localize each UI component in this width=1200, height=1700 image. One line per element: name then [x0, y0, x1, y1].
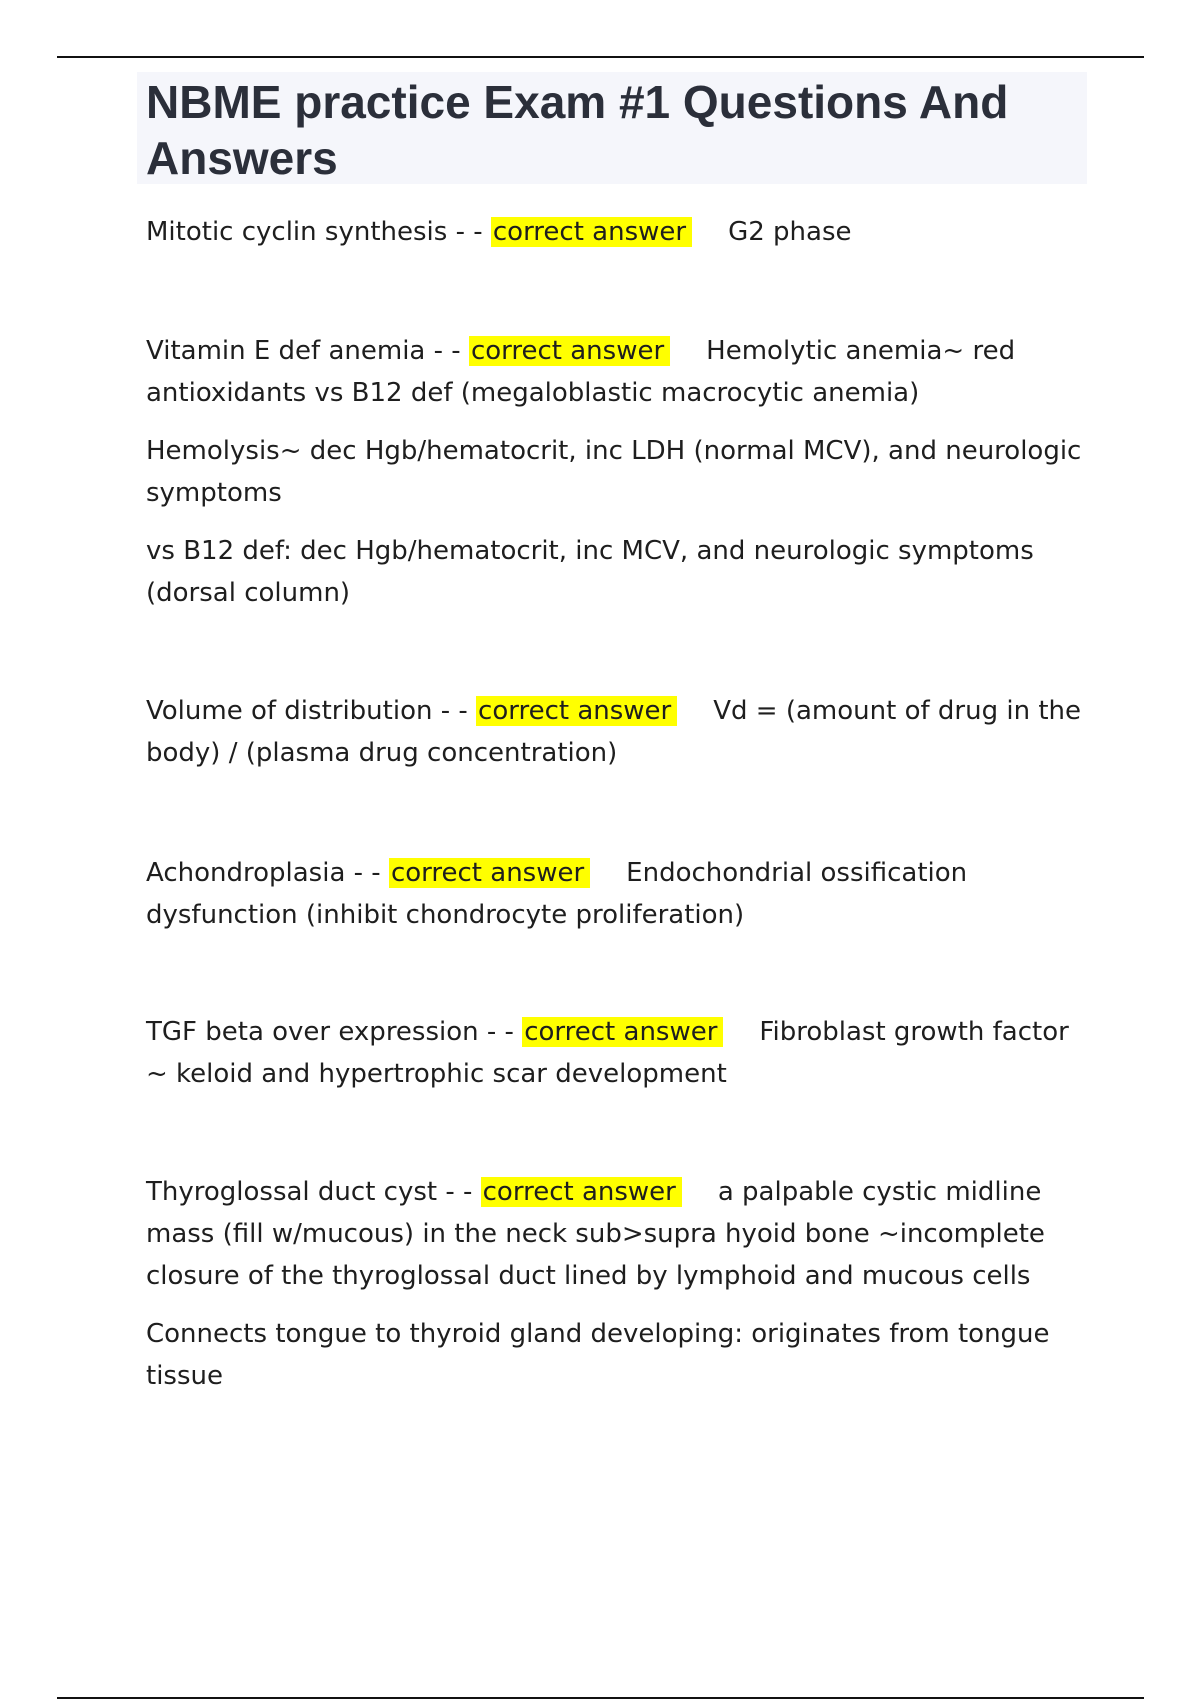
qa-paragraph: [146, 1171, 1091, 1297]
question-text: Volume of distribution: [146, 696, 433, 726]
correct-answer-highlight: correct answer: [389, 858, 590, 888]
page-title: NBME practice Exam #1 Questions And Answers: [146, 76, 1009, 184]
correct-answer-highlight: correct answer: [481, 1177, 682, 1207]
qa-paragraph: [146, 211, 1091, 253]
separator: - -: [433, 336, 461, 366]
qa-entry-mitotic-cyclin: [146, 211, 1091, 253]
correct-answer-highlight: correct answer: [476, 696, 677, 726]
correct-answer-highlight: correct answer: [491, 217, 692, 247]
qa-paragraph: [146, 330, 1091, 414]
answer-text: Endochondrial ossification dysfunction (inhibit chondrocyte proliferation): [146, 858, 968, 930]
qa-entry-volume-distribution: [146, 690, 1091, 774]
separator: - -: [353, 858, 381, 888]
answer-text: Vd = (amount of drug in the body) / (plasma drug concentration): [146, 696, 1081, 768]
note-paragraph: Hemolysis~ dec Hgb/hematocrit, inc LDH (normal MCV), and neurologic symptoms: [146, 436, 1082, 508]
separator: - -: [486, 1017, 514, 1047]
qa-entry-thyroglossal: [146, 1171, 1091, 1397]
qa-entry-tgf-beta: [146, 1011, 1091, 1095]
bottom-rule: [57, 1697, 1144, 1699]
question-text: Mitotic cyclin synthesis: [146, 217, 448, 247]
separator: - -: [445, 1177, 473, 1207]
question-text: Achondroplasia: [146, 858, 346, 888]
question-text: TGF beta over expression: [146, 1017, 479, 1047]
top-rule: [57, 56, 1144, 58]
question-text: Thyroglossal duct cyst: [146, 1177, 438, 1207]
note-paragraph: Connects tongue to thyroid gland developing: originates from tongue tissue: [146, 1319, 1050, 1391]
answer-text: a palpable cystic midline mass (fill w/mucous) in the neck sub>supra hyoid bone ~incomplete closure of the thyroglossal duct lined by lymphoid and mucous cells: [146, 1177, 1045, 1291]
correct-answer-highlight: correct answer: [469, 336, 670, 366]
question-text: Vitamin E def anemia: [146, 336, 426, 366]
separator: - -: [455, 217, 483, 247]
note-paragraph: vs B12 def: dec Hgb/hematocrit, inc MCV, and neurologic symptoms (dorsal column): [146, 536, 1034, 608]
answer-text: G2 phase: [728, 217, 852, 247]
separator: - -: [440, 696, 468, 726]
qa-paragraph: [146, 852, 1091, 936]
qa-paragraph: [146, 1011, 1091, 1095]
correct-answer-highlight: correct answer: [522, 1017, 723, 1047]
answer-text: Hemolytic anemia~ red antioxidants vs B12 def (megaloblastic macrocytic anemia): [146, 336, 1016, 408]
qa-entry-achondroplasia: [146, 852, 1091, 936]
answer-text: Fibroblast growth factor ~ keloid and hypertrophic scar development: [146, 1017, 1069, 1089]
qa-paragraph: [146, 690, 1091, 774]
qa-entry-vitamin-e: [146, 330, 1091, 614]
